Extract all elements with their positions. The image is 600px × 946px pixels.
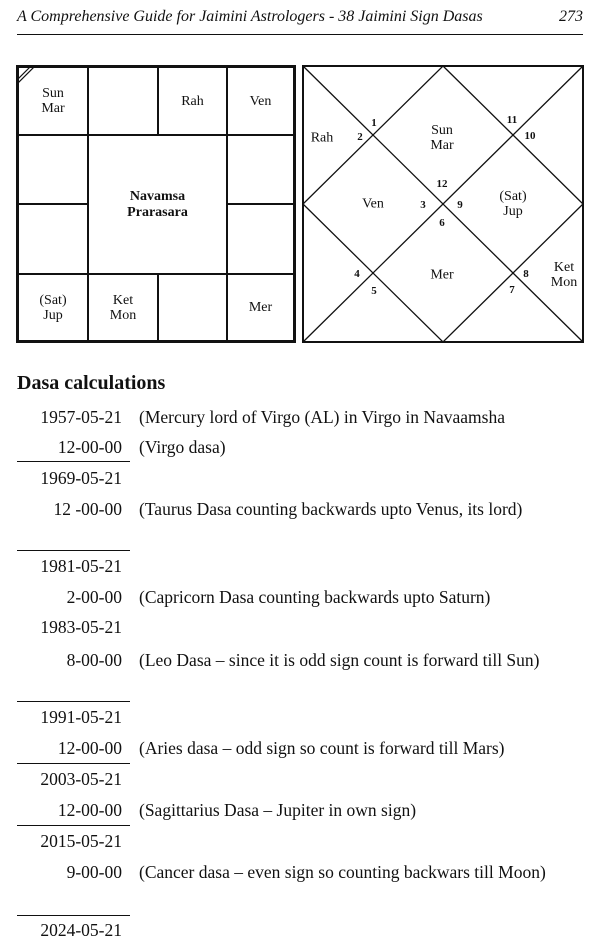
dasa-date: 2024-05-21 xyxy=(40,920,122,940)
navamsa-south-chart xyxy=(16,65,296,343)
chart-cell-bottom-left: (Sat) Jup xyxy=(18,274,88,341)
house-number-7: 7 xyxy=(509,284,515,296)
chart-cell-top-left: Sun Mar xyxy=(18,67,88,135)
dasa-note: (Cancer dasa – even sign so counting backwars till Moon) xyxy=(139,862,546,882)
running-title: A Comprehensive Guide for Jaimini Astrologers - 38 Jaimini Sign Dasas xyxy=(17,8,483,25)
chart-cell-bottom-right: Mer xyxy=(227,274,294,341)
sum-rule xyxy=(17,825,130,826)
house-number-4: 4 xyxy=(354,268,360,280)
dasa-duration: 8-00-00 xyxy=(66,650,122,670)
house-number-5: 5 xyxy=(371,285,377,297)
dasa-note: (Leo Dasa – since it is odd sign count is forward till Sun) xyxy=(139,650,540,670)
dasa-date: 2015-05-21 xyxy=(40,831,122,851)
dasa-duration: 12 -00-00 xyxy=(53,499,122,519)
navamsa-north-chart xyxy=(302,65,584,343)
sum-rule xyxy=(17,701,130,702)
north-chart-lines xyxy=(302,65,584,343)
dasa-note: (Capricorn Dasa counting backwards upto Saturn) xyxy=(139,587,491,607)
chart-cell-bottom-3 xyxy=(158,274,227,341)
chart-cell-top-2 xyxy=(88,67,158,135)
house-10-planets: (Sat) Jup xyxy=(499,189,527,219)
chart-cell-left-2 xyxy=(18,135,88,204)
page-header xyxy=(17,4,583,35)
dasa-note: (Mercury lord of Virgo (AL) in Virgo in Navaamsha xyxy=(139,407,505,427)
sum-rule xyxy=(17,763,130,764)
chart-center-line2: Prarasara xyxy=(127,204,188,220)
house-number-3: 3 xyxy=(420,199,426,211)
house-number-1: 1 xyxy=(371,117,377,129)
dasa-date: 2003-05-21 xyxy=(40,769,122,789)
house-1-planets: Sun Mar xyxy=(430,123,454,153)
house-number-9: 9 xyxy=(457,199,463,211)
chart-cell-left-3 xyxy=(18,204,88,274)
house-number-10: 10 xyxy=(524,130,536,142)
dasa-date: 1969-05-21 xyxy=(40,468,122,488)
dasa-date: 1991-05-21 xyxy=(40,707,122,727)
dasa-date: 1981-05-21 xyxy=(40,556,122,576)
house-2-planets: Rah xyxy=(310,130,334,146)
dasa-note: (Sagittarius Dasa – Jupiter in own sign) xyxy=(139,800,417,820)
house-number-11: 11 xyxy=(506,114,518,126)
dasa-duration: 12-00-00 xyxy=(57,800,122,820)
page-number: 273 xyxy=(559,8,583,25)
dasa-duration: 12-00-00 xyxy=(57,738,122,758)
house-8-planets: Ket Mon xyxy=(550,260,578,290)
chart-center-line1: Navamsa xyxy=(129,188,186,204)
dasa-note: (Virgo dasa) xyxy=(139,437,226,457)
sum-rule xyxy=(17,550,130,551)
sum-rule xyxy=(17,461,130,462)
chart-cell-top-right: Ven xyxy=(227,67,294,135)
dasa-note: (Aries dasa – odd sign so count is forward till Mars) xyxy=(139,738,505,758)
dasa-duration: 12-00-00 xyxy=(57,437,122,457)
chart-cell-right-3 xyxy=(227,204,294,274)
house-7-planets: Mer xyxy=(430,267,454,283)
house-number-12: 12 xyxy=(436,178,448,190)
chart-cell-right-2 xyxy=(227,135,294,204)
dasa-date: 1983-05-21 xyxy=(40,617,122,637)
chart-cell-bottom-2: Ket Mon xyxy=(88,274,158,341)
chart-center-title xyxy=(88,135,227,274)
dasa-note: (Taurus Dasa counting backwards upto Venus, its lord) xyxy=(139,499,523,519)
house-number-6: 6 xyxy=(439,217,445,229)
house-number-2: 2 xyxy=(357,131,363,143)
house-number-8: 8 xyxy=(523,268,529,280)
chart-cell-top-3: Rah xyxy=(158,67,227,135)
dasa-duration: 2-00-00 xyxy=(66,587,122,607)
sum-rule xyxy=(17,915,130,916)
dasa-date: 1957-05-21 xyxy=(40,407,122,427)
dasa-duration: 9-00-00 xyxy=(66,862,122,882)
section-title: Dasa calculations xyxy=(17,372,166,394)
house-4-planets: Ven xyxy=(362,196,384,212)
